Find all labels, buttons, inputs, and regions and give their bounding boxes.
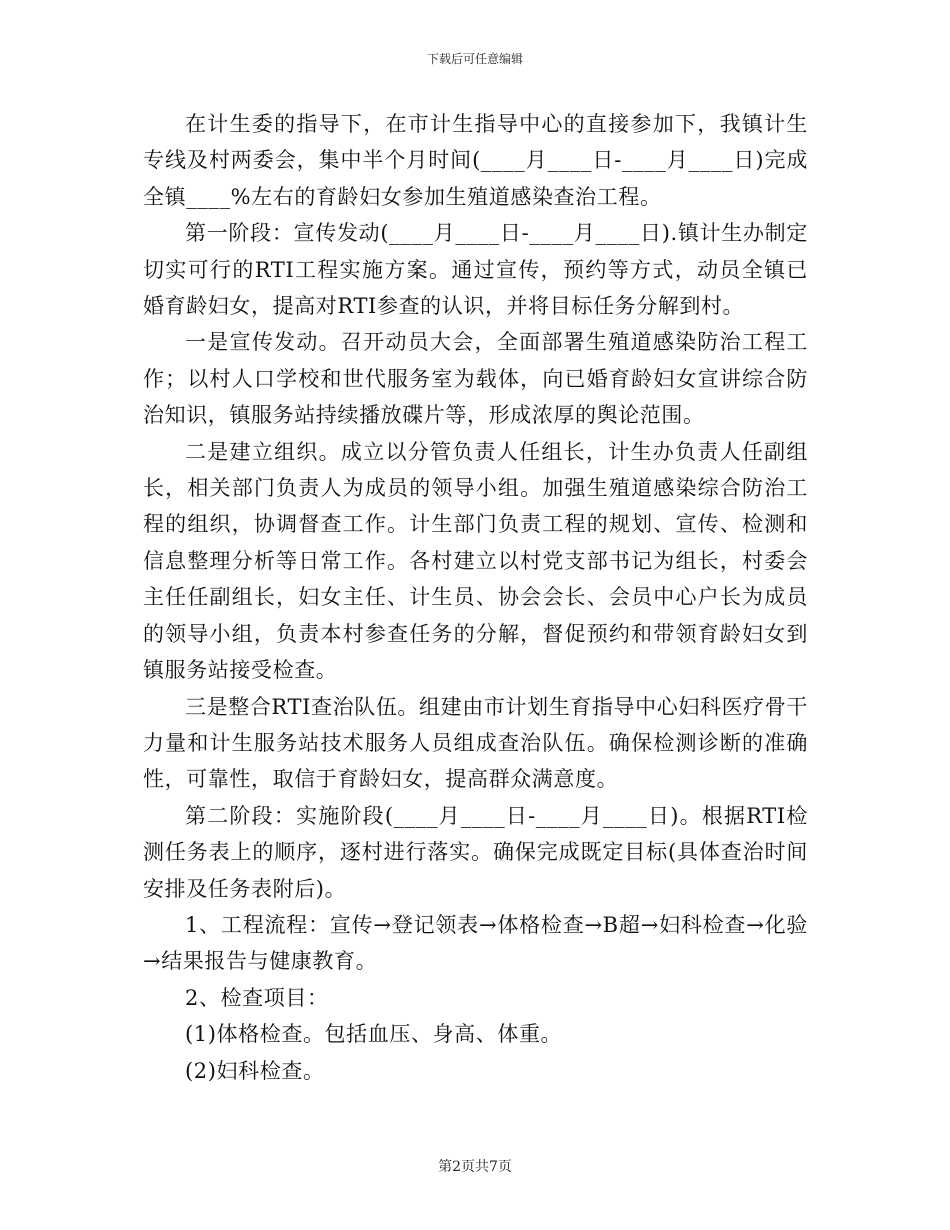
paragraph-stage-one: 第一阶段：宣传发动(____月____日-____月____日).镇计生办制定切实可行的RTI工程实施方案。通过宣传，预约等方式，动员全镇已婚育龄妇女，提高对RTI参查的认识，并将目标任务分解到村。 (143, 221, 808, 319)
paragraph-organization: 二是建立组织。成立以分管负责人任组长，计生办负责人任副组长，相关部门负责人为成员的领导小组。加强生殖道感染综合防治工程的组织，协调督查工作。计生部门负责工程的规划、宣传、检测和信息整理分析等日常工作。各村建立以村党支部书记为组长，村委会主任任副组长，妇女主任、计生员、协会会长、会员中心户长为成员的领导小组，负责本村参查任务的分解，督促预约和带领育龄妇女到镇服务站接受检查。 (143, 439, 808, 683)
page-header-note: 下载后可任意编辑 (426, 52, 523, 66)
page-number: 第2页共7页 (438, 1159, 512, 1175)
paragraph-intro: 在计生委的指导下，在市计生指导中心的直接参加下，我镇计生专线及村两委会，集中半个月时间(____月____日-____月____日)完成全镇____%左右的育龄妇女参加生殖道感染查治工程。 (143, 112, 808, 209)
paragraph-team: 三是整合RTI查治队伍。组建由市计划生育指导中心妇科医疗骨干力量和计生服务站技术服务人员组成查治队伍。确保检测诊断的准确性，可靠性，取信于育龄妇女，提高群众满意度。 (143, 694, 808, 792)
paragraph-gyn-exam: (2)妇科检查。 (185, 1058, 325, 1083)
paragraph-stage-two: 第二阶段：实施阶段(____月____日-____月____日)。根据RTI检测任务表上的顺序，逐村进行落实。确保完成既定目标(具体查治时间安排及任务表附后)。 (143, 803, 808, 901)
paragraph-physical-exam: (1)体格检查。包括血压、身高、体重。 (185, 1022, 563, 1047)
document-body (143, 106, 808, 1089)
paragraph-publicity: 一是宣传发动。召开动员大会，全面部署生殖道感染防治工程工作；以村人口学校和世代服务室为载体，向已婚育龄妇女宣讲综合防治知识，镇服务站持续播放碟片等，形成浓厚的舆论范围。 (143, 330, 808, 428)
paragraph-check-items: 2、检查项目： (185, 985, 329, 1010)
paragraph-workflow: 1、工程流程：宣传→登记领表→体格检查→B超→妇科检查→化验→结果报告与健康教育。 (143, 912, 808, 974)
